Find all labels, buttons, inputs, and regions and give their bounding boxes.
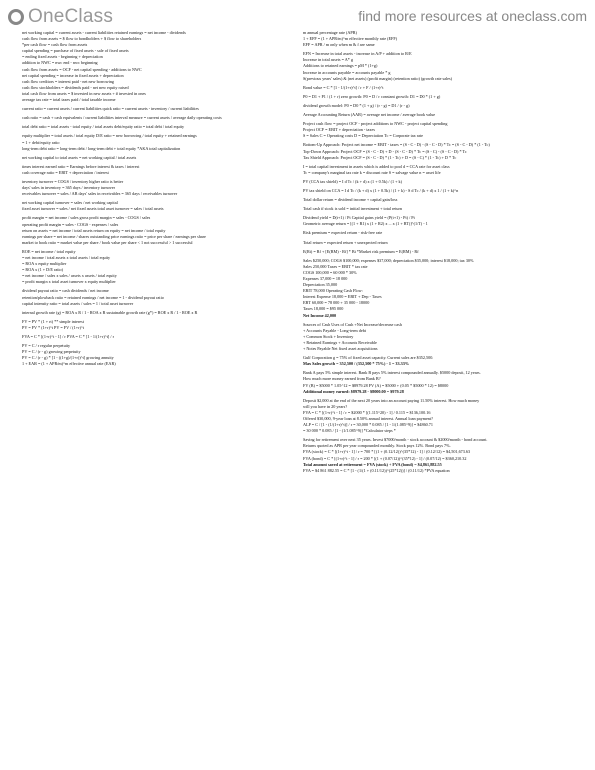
formula-line: cash flow creditors = interest paid - net new borrowing: [22, 78, 115, 84]
formula-line: Total dollar return = dividend income + capital gain/loss: [303, 197, 398, 203]
formula-line: EBIT 78,000 Operating Cash Flow:: [303, 288, 363, 294]
formula-line: S = Sales C = Operating costs D = Depreciation Tc = Corporate tax rate: [303, 133, 424, 139]
formula-line: internal growth rate (g) = ROA x R / 1 - ROA x R sustainable growth rate (g*) = ROE x R / 1 - ROE x R: [22, 309, 198, 315]
formula-line: = net income / total assets x total assets / total equity: [22, 255, 111, 260]
formula-line: profit margin = net income / sales gross profit margin = sales - COGS / sales: [22, 215, 151, 221]
right-formula-column: [303, 30, 585, 474]
formula-line: Depreciation 35,000: [303, 282, 338, 288]
formula-line: operating profit margin = sales - COGS - expenses / sales: [22, 221, 119, 227]
formula-line: retention/plowback ratio = retained earnings / net income = 1 - dividend payout ratio: [22, 294, 164, 300]
formula-line: Net Income 42,000: [303, 312, 337, 318]
formula-line: PV = C / r regular perpetuity: [22, 343, 71, 349]
formula-line: addition to NWC = nwc end - nwc beginning: [22, 60, 98, 66]
left-formula-column: [22, 30, 300, 368]
formula-line: P0 = D1 + P1 / (1 + r) zero growth: P0 = D / r constant growth: D1 = D0 * (1 + g): [303, 93, 441, 99]
formula-line: = profit margin x total asset turnover x equity multiplier: [22, 279, 116, 285]
formula-line: I = total capital investment in assets which is added to pool d = CCA rate for asset class: [303, 163, 450, 169]
formula-line: capital intensity ratio = total assets / sales = 1 / total asset turnover: [22, 300, 134, 306]
oneclass-header: [0, 0, 595, 30]
formula-line: E(Ri) = Rf + [E(RM) - Rf] * Bi *Market risk premium = E(RM) - Rf: [303, 248, 419, 254]
formula-line: fixed asset turnover = sales / net fixed assets total asset turnover = sales / total assets: [22, 206, 164, 212]
formula-line: Tc = company's marginal tax rate k = discount rate S = salvage value n = asset life: [303, 169, 441, 175]
formula-line: Top-Down Approach: Project OCF = (S - C - D) + D - (S - C - D) * Tc = (S - C) - (S - C - D) * Tc: [303, 148, 467, 154]
formula-line: dividend payout ratio = cash dividends / net income: [22, 288, 109, 294]
logo-ring-icon: [8, 9, 24, 25]
brand-name: OneClass: [28, 6, 114, 27]
formula-line: FVA = C * [(1+r)^t - 1] / r = $2000 * [(1.115^20) - 1] / 0.115 = $136,100.16: [303, 409, 431, 415]
formula-line: cash coverage ratio = EBIT + depreciation / interest: [22, 169, 109, 175]
formula-line: Additional money earned: $8979.28 - $8000.00 = $979.28: [303, 388, 404, 394]
formula-line: Deposit $2,000 at the end of the next 20 years into an account paying 11.50% interest. How much money: [303, 397, 480, 403]
formula-line: EBT 60,000 = 78 000 + 35 000 - 18000: [303, 300, 370, 306]
formula-line: PV = FV * (1+r)^t PV = FV / (1+r)^t: [22, 324, 85, 330]
formula-line: will you have in 20 years?: [303, 403, 348, 409]
formula-line: Returns quoted as APR per year compounded monthly. Stock pays 12%. Bond pays 7%.: [303, 443, 451, 449]
formula-line: Bond value = C * [1 - 1/(1+r)^t] / r + F / (1+r)^t: [303, 84, 384, 90]
formula-line: COGS 100,000 = 60 000 * 30%: [303, 269, 357, 275]
formula-line: Bank A pays 5% simple interest. Bank B pays 5% interest compounded annually. $5000 deposit, 12 years.: [303, 370, 481, 376]
formula-line: How much more money earned from Bank B?: [303, 376, 381, 382]
formula-line: times interest earned ratio = Earnings before interest & taxes / interest: [22, 163, 140, 169]
formula-line: Additions to retained earnings = pM * (1+g): [303, 63, 378, 69]
formula-line: ROE = net income / total equity: [22, 248, 76, 254]
formula-line: FV = PV * (1 + rt) ** simple interest: [22, 318, 84, 324]
formula-line: = 30 000 * 0.085 / [1 - (1/1.085^9)] *Calculator steps *: [303, 428, 396, 434]
formula-line: inventory turnover = COGS / inventory higher ratio is better: [22, 178, 124, 184]
formula-line: capital spending = purchase of fixed assets - sale of fixed assets: [22, 48, 129, 54]
formula-line: Total amount saved at retirement = FVA (stock) + FVA (bond) = $4,861,882.55: [303, 461, 442, 467]
formula-line: PV = C / (r - g) * [1 - ((1+g)/(1+r))^t] growing annuity: [22, 355, 114, 361]
resources-tagline[interactable]: find more resources at oneclass.com: [358, 8, 587, 24]
formula-line: Saving for retirement over next 35 years. Invest $7000/month - stock account & $2000/month - bond account.: [303, 437, 488, 443]
formula-line: net working capital turnover = sales / net working capital: [22, 200, 118, 206]
formula-line: FVA = C * [(1+r)^t - 1] / r PVA = C * [1 - 1/(1+r)^t] / r: [22, 334, 114, 340]
formula-line: Average Accounting Return (AAR) = average net income / average book value: [303, 112, 436, 118]
formula-line: average tax rate = total taxes paid / total taxable income: [22, 97, 116, 103]
formula-line: + Notes Payable Net fixed asset acquisitions: [303, 346, 378, 352]
formula-line: long-term debt ratio = long-term debt / long-term debt + total equity *AKA total capitalization: [22, 145, 181, 151]
formula-line: Geometric average return = [(1 + R1) x (1 + R2) x ... x (1 + RT)]^(1/T) - 1: [303, 221, 428, 227]
formula-line: + Common Stock + Inventory: [303, 333, 354, 339]
formula-line: earnings per share = net income / shares outstanding price earnings ratio = price per share / earnings per share: [22, 233, 206, 239]
formula-line: PV tax shield on CCA = I d Tc / (k + d) x (1 + 0.5k) / (1 + k) - S d Tc / (k + d) x 1 / (1 + k)^n: [303, 187, 459, 193]
formula-line: FVA (stock) = C * [(1+r)^t - 1] / r = 700 * [(1 + (0.12/12))^(35*12) - 1] / (0.12/12) = $4,501,673.63: [303, 449, 471, 455]
formula-line: total cash flow from assets = $ invested in new assets + # invested in ones: [22, 90, 146, 96]
formula-line: 1 + EFF = (1 + APR/m)^m effective monthly rate (EFF): [303, 36, 398, 42]
formula-line: current ratio = current assets / current liabilities quick ratio = current assets - inventory / current liabilities: [22, 106, 199, 112]
formula-line: Sales 250,000 Taxes = EBIT * tax rate: [303, 263, 368, 269]
formula-line: Increase in accounts payable = accounts payable * g: [303, 69, 391, 75]
formula-line: PV = C / (r - g) growing perpetuity: [22, 349, 81, 355]
formula-line: Taxes 18,000 = $95 000: [303, 306, 344, 312]
formula-line: net working capital to total assets = net working capital / total assets: [22, 154, 137, 160]
formula-line: Sources of Cash Uses of Cash +Net Increase/decrease cash: [303, 321, 402, 327]
formula-line: = net income / sales x sales / assets x assets / total equity: [22, 273, 117, 279]
formula-line: Dividend yield = D(t+1) / Pt Capital gains yield = (P(t+1) - Pt) / Pt: [303, 215, 415, 221]
formula-line: m annual percentage rate (APR): [303, 30, 357, 35]
formula-line: EFF = APR / m only when m & f are same: [303, 42, 375, 48]
formula-line: + Accounts Payable - Long-term debt: [303, 327, 366, 333]
formula-line: total debt ratio = total assets - total equity / total assets debt/equity ratio = total debt / total equity: [22, 124, 185, 130]
formula-line: dividend growth model: P0 = D0 * (1 + g) / (r - g) = D1 / (r - g): [303, 102, 410, 108]
formula-line: S(previous years' sales) & (net assets) (profit margin) (retention ratio) (growth rate sales): [303, 75, 453, 81]
formula-line: Expenses 37,000 = 18 000: [303, 276, 348, 281]
formula-line: = ROA x equity multiplier: [22, 261, 67, 267]
oneclass-logo[interactable]: [8, 6, 113, 28]
formula-line: FV (B) = $5000 * 1.05^12 = $8979.28 FV (A) = $5000 + (0.05 * $5000 * 12) = $8000: [303, 382, 449, 388]
formula-line: net capital spending = increase in fixed assets + depreciation: [22, 72, 124, 78]
formula-line: Increase in total assets = A* g: [303, 57, 354, 63]
formula-line: Gulf Corporation g = 75% of fixed asset capacity. Current sales are $352,500.: [303, 355, 434, 361]
formula-line: days' sales in inventory = 365 days / inventory turnover: [22, 185, 116, 191]
formula-line: market to book ratio = market value per share / book value per share < 1 not successful > 1 successful: [22, 239, 193, 245]
formula-line: 1 + EAR = (1 + APR/m)^m effective annual rate (EAR): [22, 361, 116, 367]
formula-line: = 1 + debt/equity ratio: [22, 139, 60, 145]
formula-line: FVA = $4 861 882.55 = C * [1 - (1/(1 + (0.11/12))^(25*12))] / (0.11/12) *PVA equation: [303, 467, 450, 473]
formula-line: Project cash flow = project OCF - project additions to NWC - project capital spending: [303, 121, 448, 127]
formula-line: Total cash if stock is sold = initial investment + total return: [303, 206, 402, 212]
formula-line: net working capital = current assets - current liabilities retained earnings = net income - dividends: [22, 30, 186, 35]
formula-line: cash flow stockholders = dividends paid - net new equity raised: [22, 84, 129, 90]
formula-line: cash flow from assets = $ flow to bondholders + $ flow to shareholders: [22, 36, 142, 42]
formula-line: = ROA x (1 + D/E ratio): [22, 267, 64, 273]
formula-line: return on assets = net income / total assets return on equity = net income / total equity: [22, 227, 166, 233]
formula-line: Project OCF = EBIT + depreciation - taxes: [303, 127, 375, 133]
formula-line: FVA (bond) = C * [(1+r)^t - 1] / r = 200 * [(1 + (0.07/12))^(35*12) - 1] / (0.07/12) = $360,210.32: [303, 455, 467, 461]
formula-line: equity multiplier = total assets / total equity D/E ratio = new borrowing / total equity + retained earnings: [22, 133, 197, 139]
formula-line: Total return = expected return + unexpected return: [303, 239, 388, 245]
formula-line: Bottom-Up Approach: Project net income = EBIT - taxes = (S - C - D) - (S - C - D) * Tc = (S - C - D) * (1 - Tc): [303, 142, 490, 148]
formula-sheet-page: [0, 30, 595, 770]
formula-line: *per cash flow = cash flow from assets: [22, 42, 88, 48]
formula-line: ALP = C / [1 - (1/(1+r)^t)] / r = 30,000 * 0.085 / [1 - 1/(1.085^9)] = $4860.71: [303, 422, 433, 428]
formula-line: EFN = Increase in total assets - increase in A/P + addition to R/E: [303, 51, 412, 57]
formula-line: cash ratio = cash + cash equivalents / current liabilities interval measure = current assets / average daily operating costs: [22, 115, 222, 121]
formula-line: Risk premium = expected return - risk-free rate: [303, 230, 383, 236]
formula-line: PV (CCA tax shield) = I d Tc / (k + d) x (1 + 0.5k) / (1 + k): [303, 178, 403, 184]
formula-line: Sales $250,000; COGS $100,000; expenses $37,000; depreciation $35,000; interest $18,000; tax 30%: [303, 257, 474, 263]
formula-line: Offered $30,000, 9-year loan at 8.50% annual interest. Annual loan payment?: [303, 415, 433, 421]
formula-line: = ending fixed assets - beginning + depreciation: [22, 54, 103, 60]
formula-line: + Retained Earnings + Accounts Receivable: [303, 339, 377, 345]
formula-line: receivables turnover = sales / AR days' sales in receivables = 365 days / receivables turnover: [22, 191, 178, 197]
formula-line: Max Sales growth = 352,500 / (352,500 * 75%) - 1 = 33.33%: [303, 361, 410, 367]
formula-line: cash flow from assets = OCF - net capital spending - additions to NWC: [22, 66, 142, 72]
formula-line: Tax Shield Approach: Project OCF = (S - C - D) * (1 - Tc) + D = (S - C) * (1 - Tc) + D * Tc: [303, 154, 457, 160]
formula-line: Interest Expense 18,000 = EBIT + Dep - Taxes: [303, 294, 382, 300]
